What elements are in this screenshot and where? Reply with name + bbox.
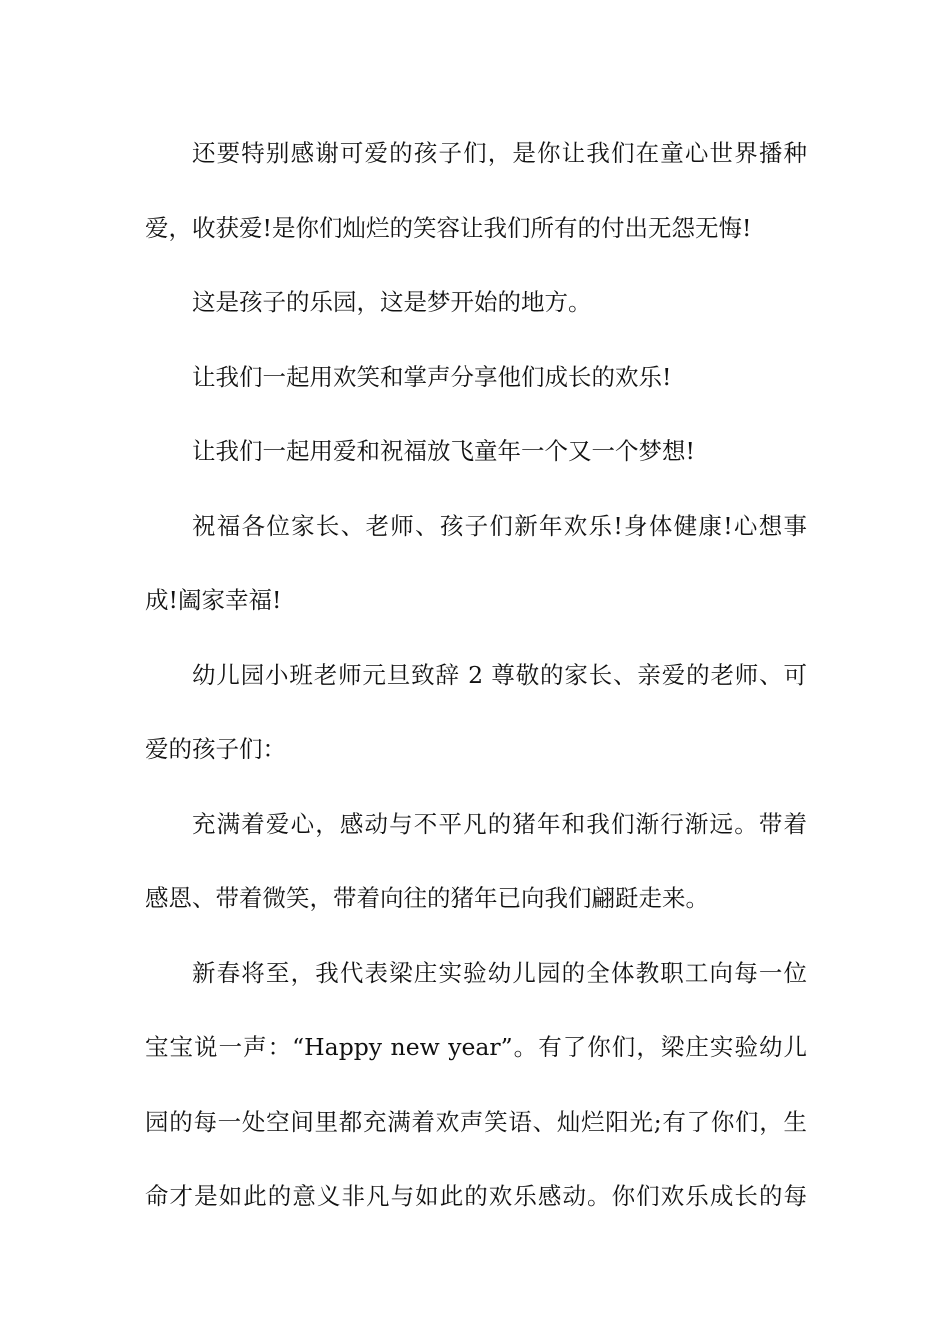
text-line: 爱的孩子们： (145, 735, 286, 763)
text-line: 命才是如此的意义非凡与如此的欢乐感动。你们欢乐成长的每 (145, 1182, 807, 1210)
text-line: 还要特别感谢可爱的孩子们，是你让我们在童心世界播种 (192, 139, 807, 167)
text-line: 让我们一起用爱和祝福放飞童年一个又一个梦想! (192, 437, 695, 465)
text-line: 幼儿园小班老师元旦致辞 2 尊敬的家长、亲爱的老师、可 (192, 660, 807, 689)
text-line: 充满着爱心，感动与不平凡的猪年和我们渐行渐远。带着 (192, 809, 807, 838)
text-line: 让我们一起用欢笑和掌声分享他们成长的欢乐! (192, 362, 672, 391)
text-line: 祝福各位家长、老师、孩子们新年欢乐!身体健康!心想事 (192, 511, 807, 540)
body-text (145, 130, 807, 1248)
text-line: 成!阖家幸福! (145, 586, 282, 614)
text-line: 园的每一处空间里都充满着欢声笑语、灿烂阳光;有了你们，生 (145, 1107, 807, 1136)
text-line: 爱，收获爱!是你们灿烂的笑容让我们所有的付出无怨无悔! (145, 213, 752, 242)
text-line: 宝宝说一声：“Happy new year”。有了你们，梁庄实验幼儿 (145, 1033, 807, 1061)
text-line: 这是孩子的乐园，这是梦开始的地方。 (192, 288, 592, 316)
text-line: 感恩、带着微笑，带着向往的猪年已向我们翩跹走来。 (145, 884, 709, 912)
text-line: 新春将至，我代表梁庄实验幼儿园的全体教职工向每一位 (192, 958, 807, 987)
